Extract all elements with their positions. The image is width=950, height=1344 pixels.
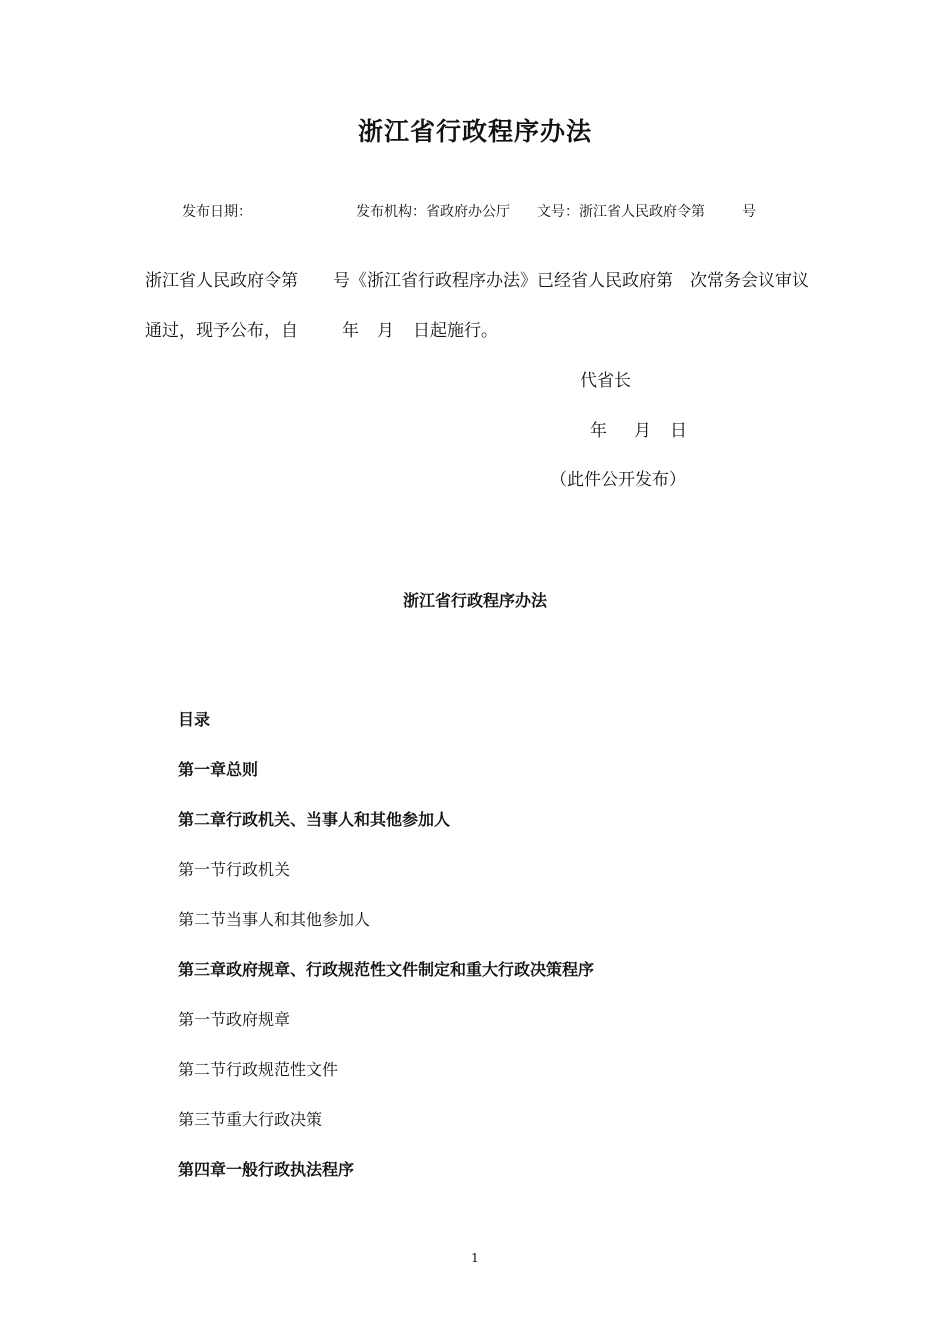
toc-chapter-2: 第二章行政机关、当事人和其他参加人	[178, 810, 451, 829]
publication-note: （此件公开发布）	[550, 470, 686, 490]
table-of-contents	[178, 707, 594, 1207]
signature-month: 月	[634, 421, 651, 441]
order-text-line2-part1: 通过，现予公布，自	[145, 321, 298, 341]
publishing-org: 发布机构：省政府办公厅	[356, 204, 510, 220]
toc-chapter-3-section-2: 第二节行政规范性文件	[178, 1060, 339, 1079]
document-title: 浙江省行政程序办法	[357, 117, 592, 146]
order-text-line1-part1: 浙江省人民政府令第	[145, 271, 298, 291]
order-text-line2-month: 月	[377, 321, 394, 341]
order-text-line1-part2: 号《浙江省行政程序办法》已经省人民政府第	[333, 271, 673, 291]
order-text-line2-day: 日起施行。	[413, 321, 498, 341]
order-text-line2-year: 年	[342, 321, 359, 341]
toc-chapter-3-section-1: 第一节政府规章	[178, 1010, 291, 1029]
document-subtitle: 浙江省行政程序办法	[402, 591, 547, 610]
toc-heading: 目录	[178, 710, 211, 729]
toc-chapter-3-section-3: 第三节重大行政决策	[178, 1110, 323, 1129]
toc-chapter-2-section-1: 第一节行政机关	[178, 860, 291, 879]
toc-chapter-3: 第三章政府规章、行政规范性文件制定和重大行政决策程序	[178, 960, 595, 979]
toc-chapter-2-section-2: 第二节当事人和其他参加人	[178, 910, 371, 929]
page-number: 1	[471, 1251, 479, 1265]
signature-year: 年	[590, 421, 607, 441]
document-number-suffix: 号	[742, 204, 756, 220]
toc-chapter-4: 第四章一般行政执法程序	[178, 1160, 355, 1179]
publish-date-label: 发布日期：	[182, 204, 252, 220]
signature-day: 日	[670, 421, 687, 441]
signatory-title: 代省长	[580, 371, 631, 391]
document-number: 文号：浙江省人民政府令第	[537, 204, 705, 220]
order-text-line1-part3: 次常务会议审议	[690, 271, 809, 291]
toc-chapter-1: 第一章总则	[178, 760, 259, 779]
